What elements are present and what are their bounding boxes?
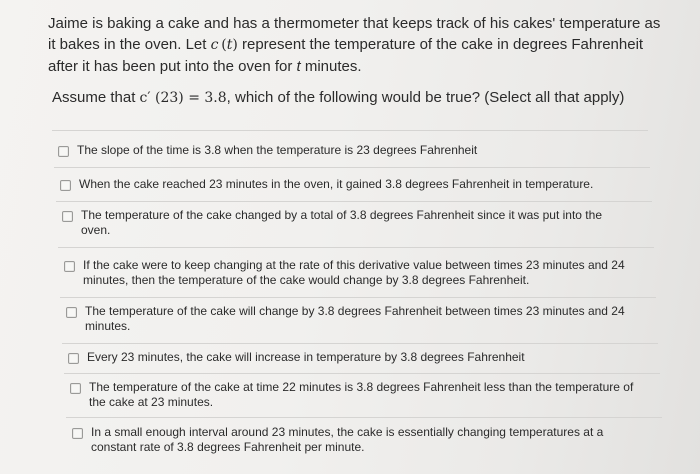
option-divider	[60, 297, 656, 298]
option-1-label: The slope of the time is 3.8 when the temperature is 23 degrees Fahrenheit	[77, 143, 478, 157]
option-8[interactable]	[72, 425, 612, 455]
option-5[interactable]	[66, 304, 632, 334]
checkbox-5[interactable]	[66, 307, 77, 318]
option-divider	[52, 130, 648, 131]
time-variable: t	[296, 58, 301, 75]
checkbox-2[interactable]	[60, 180, 71, 191]
option-6-label: Every 23 minutes, the cake will increase in temperature by 3.8 degrees Fahrenheit	[87, 350, 525, 364]
option-divider	[64, 373, 660, 374]
checkbox-4[interactable]	[64, 261, 75, 272]
question-prompt: Assume that c′ (23) = 3.8, which of the following would be true? (Select all that apply)	[52, 89, 625, 106]
derivative-expression: c′ (23) = 3.8	[139, 90, 227, 106]
option-4-label: If the cake were to keep changing at the rate of this derivative value between times 23 minutes and 24 minutes, then the temperature of the cake would change by 3.8 degrees Fahrenheit.	[83, 258, 625, 287]
option-divider	[58, 247, 654, 248]
option-5-label: The temperature of the cake will change by 3.8 degrees Fahrenheit between times 23 minutes and 24 minutes.	[85, 304, 625, 333]
option-3[interactable]	[62, 208, 632, 238]
option-2-label: When the cake reached 23 minutes in the oven, it gained 3.8 degrees Fahrenheit in temperature.	[79, 177, 594, 191]
checkbox-8[interactable]	[72, 428, 83, 439]
option-1[interactable]	[58, 143, 638, 158]
question-stem	[48, 13, 668, 77]
option-divider	[54, 167, 650, 168]
option-divider	[56, 201, 652, 202]
checkbox-1[interactable]	[58, 146, 69, 157]
option-7[interactable]	[70, 380, 636, 410]
option-2[interactable]	[60, 177, 640, 192]
checkbox-7[interactable]	[70, 383, 81, 394]
option-divider	[66, 417, 662, 418]
question-intro: Jaime is baking a cake and has a thermometer that keeps track of his cakes' temperature as it bakes in the oven. Let c (t) represent the temperature of the cake in degrees Fahrenheit after it has been put into the oven for t minutes.	[48, 15, 661, 75]
option-8-label: In a small enough interval around 23 minutes, the cake is essentially changing temperatures at a constant rate of 3.8 degrees Fahrenheit per minute.	[91, 425, 604, 454]
option-4[interactable]	[64, 258, 634, 288]
option-6[interactable]	[68, 350, 638, 365]
option-3-label: The temperature of the cake changed by a total of 3.8 degrees Fahrenheit since it was put into the oven.	[81, 208, 602, 237]
checkbox-6[interactable]	[68, 353, 79, 364]
option-divider	[62, 343, 658, 344]
option-7-label: The temperature of the cake at time 22 minutes is 3.8 degrees Fahrenheit less than the temperature of the cake at 23 minutes.	[89, 380, 634, 409]
function-notation: c (t)	[210, 37, 238, 53]
checkbox-3[interactable]	[62, 211, 73, 222]
